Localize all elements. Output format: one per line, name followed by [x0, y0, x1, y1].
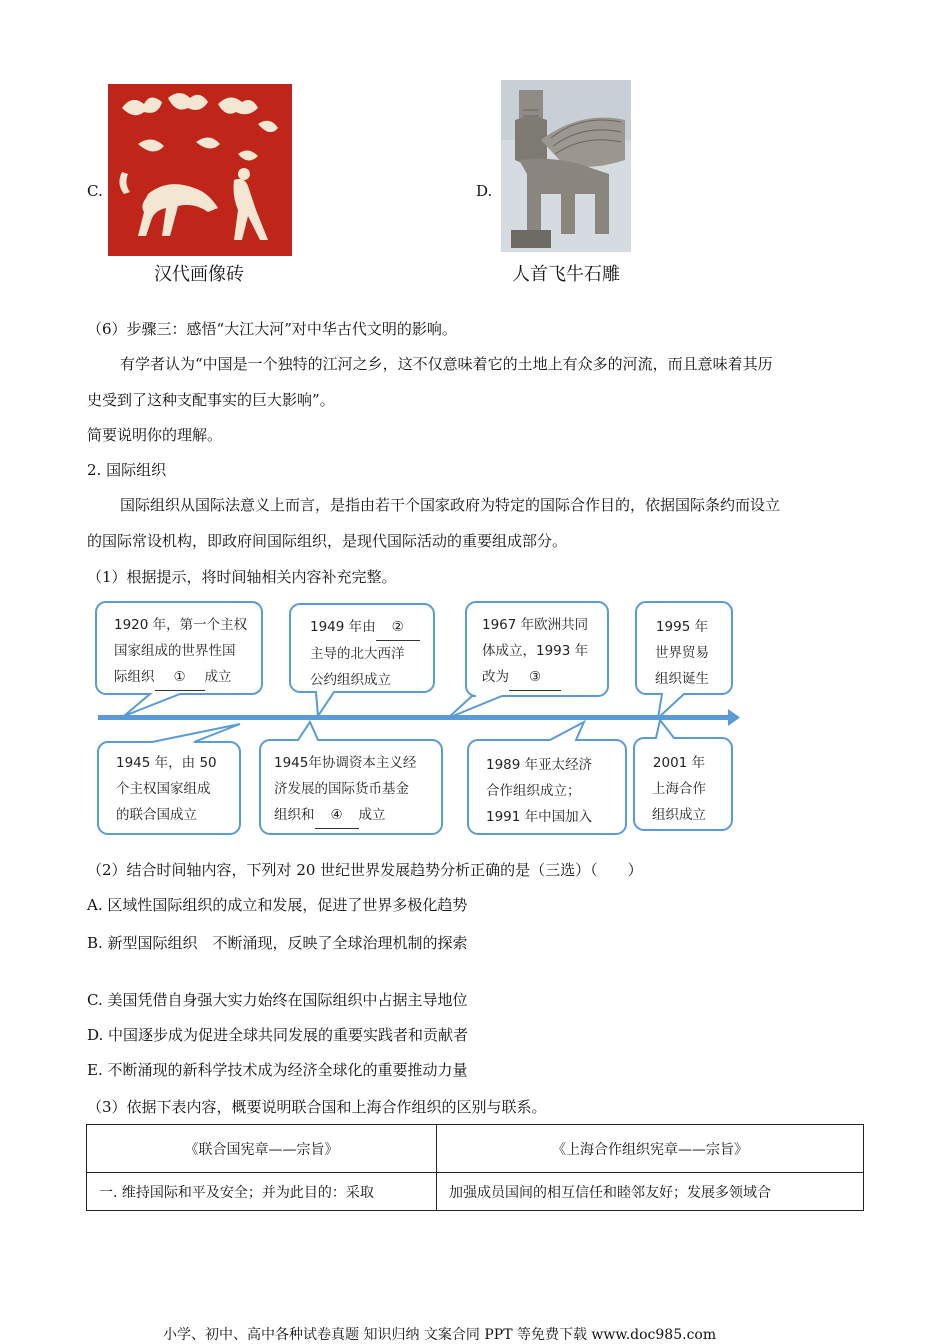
charter-comparison-table	[86, 1124, 864, 1211]
q2-sub1: （1）根据提示，将时间轴相关内容补充完整。	[87, 568, 397, 586]
timeline-line: 主导的北大西洋	[310, 646, 405, 662]
timeline-line: 1989 年亚太经济	[486, 757, 593, 773]
sub2-question: （2）结合时间轴内容，下列对 20 世纪世界发展趋势分析正确的是（三选）（ ）	[87, 861, 643, 879]
timeline-line: 组织诞生	[655, 671, 709, 687]
timeline-line: 1949 年由	[310, 619, 376, 635]
q2-intro-line2: 的国际常设机构，即政府间国际组织，是现代国际活动的重要组成部分。	[87, 532, 568, 550]
han-brick-image	[108, 84, 292, 256]
timeline-line: 1991 年中国加入	[486, 809, 593, 825]
timeline-line: 成立	[204, 669, 232, 685]
table-header-un: 《联合国宪章——宗旨》	[87, 1125, 437, 1173]
timeline-line: 成立	[358, 807, 386, 823]
timeline-box-1995	[652, 614, 712, 692]
timeline-line: 个主权国家组成	[116, 781, 211, 797]
timeline-line: 1967 年欧洲共同	[482, 617, 589, 633]
sub2-option-c: C. 美国凭借自身强大实力始终在国际组织中占据主导地位	[87, 991, 468, 1009]
timeline-line: 改为	[482, 669, 509, 685]
timeline-line: 公约组织成立	[310, 672, 391, 688]
sub2-option-b: B. 新型国际组织 不断涌现，反映了全球治理机制的探索	[87, 934, 468, 952]
timeline-line: 2001 年	[652, 755, 706, 771]
timeline-line: 1920 年，第一个主权	[114, 617, 248, 633]
blank-3: ③	[509, 664, 561, 691]
option-d-label: D.	[476, 182, 493, 200]
blank-1: ①	[155, 664, 205, 691]
step6-task: 简要说明你的理解。	[87, 426, 223, 444]
timeline-line: 上海合作	[652, 781, 706, 797]
sub3-question: （3）依据下表内容，概要说明联合国和上海合作组织的区别与联系。	[87, 1098, 547, 1116]
timeline-diagram	[90, 596, 750, 840]
timeline-box-1945-un	[116, 750, 217, 828]
timeline-box-1920	[114, 612, 247, 691]
table-header-row	[87, 1125, 864, 1173]
option-d-caption: 人首飞牛石雕	[512, 264, 620, 285]
timeline-box-1945-imf	[274, 750, 416, 829]
timeline-line: 组织成立	[652, 807, 706, 823]
timeline-line: 组织和	[274, 807, 315, 823]
table-cell-un: 一. 维持国际和平及安全；并为此目的：采取	[87, 1173, 437, 1211]
option-c-label: C.	[87, 182, 103, 200]
timeline-box-1949	[310, 614, 420, 693]
timeline-box-1989	[486, 752, 592, 830]
blank-2: ②	[376, 614, 420, 641]
step6-quote-line1: 有学者认为“中国是一个独特的江河之乡，这不仅意味着它的土地上有众多的河流，而且意味着其历	[120, 355, 773, 373]
timeline-line: 济发展的国际货币基金	[274, 781, 409, 797]
lamassu-sculpture-image	[501, 80, 631, 252]
timeline-line: 体成立，1993 年	[482, 643, 589, 659]
sub2-option-d: D. 中国逐步成为促进全球共同发展的重要实践者和贡献者	[87, 1026, 469, 1044]
timeline-line: 1945 年，由 50	[116, 755, 217, 771]
timeline-line: 国家组成的世界性国	[114, 643, 236, 659]
option-c-caption: 汉代画像砖	[154, 264, 244, 285]
timeline-line: 合作组织成立；	[486, 783, 581, 799]
table-header-sco: 《上海合作组织宪章——宗旨》	[437, 1125, 864, 1173]
table-cell-sco: 加强成员国间的相互信任和睦邻友好；发展多领域合	[437, 1173, 864, 1211]
timeline-box-2001	[646, 750, 712, 828]
table-row	[87, 1173, 864, 1211]
step6-heading: （6）步骤三：感悟“大江大河”对中华古代文明的影响。	[87, 320, 457, 338]
timeline-line: 1945年协调资本主义经	[274, 755, 417, 771]
q2-intro-line1: 国际组织从国际法意义上而言，是指由若干个国家政府为特定的国际合作目的，依据国际条约而设立	[120, 496, 781, 514]
sub2-option-a: A. 区域性国际组织的成立和发展，促进了世界多极化趋势	[87, 896, 468, 914]
sub2-option-e: E. 不断涌现的新科学技术成为经济全球化的重要推动力量	[87, 1061, 468, 1079]
timeline-line: 的联合国成立	[116, 807, 197, 823]
timeline-line: 世界贸易	[655, 645, 709, 661]
q2-title: 2. 国际组织	[87, 461, 167, 479]
timeline-line: 际组织	[114, 669, 155, 685]
blank-4: ④	[315, 802, 359, 829]
timeline-box-1967	[482, 612, 588, 691]
page-footer: 小学、初中、高中各种试卷真题 知识归纳 文案合同 PPT 等免费下载 www.doc985.com	[163, 1327, 717, 1343]
timeline-line: 1995 年	[655, 619, 709, 635]
step6-quote-line2: 史受到了这种支配事实的巨大影响”。	[87, 391, 335, 409]
